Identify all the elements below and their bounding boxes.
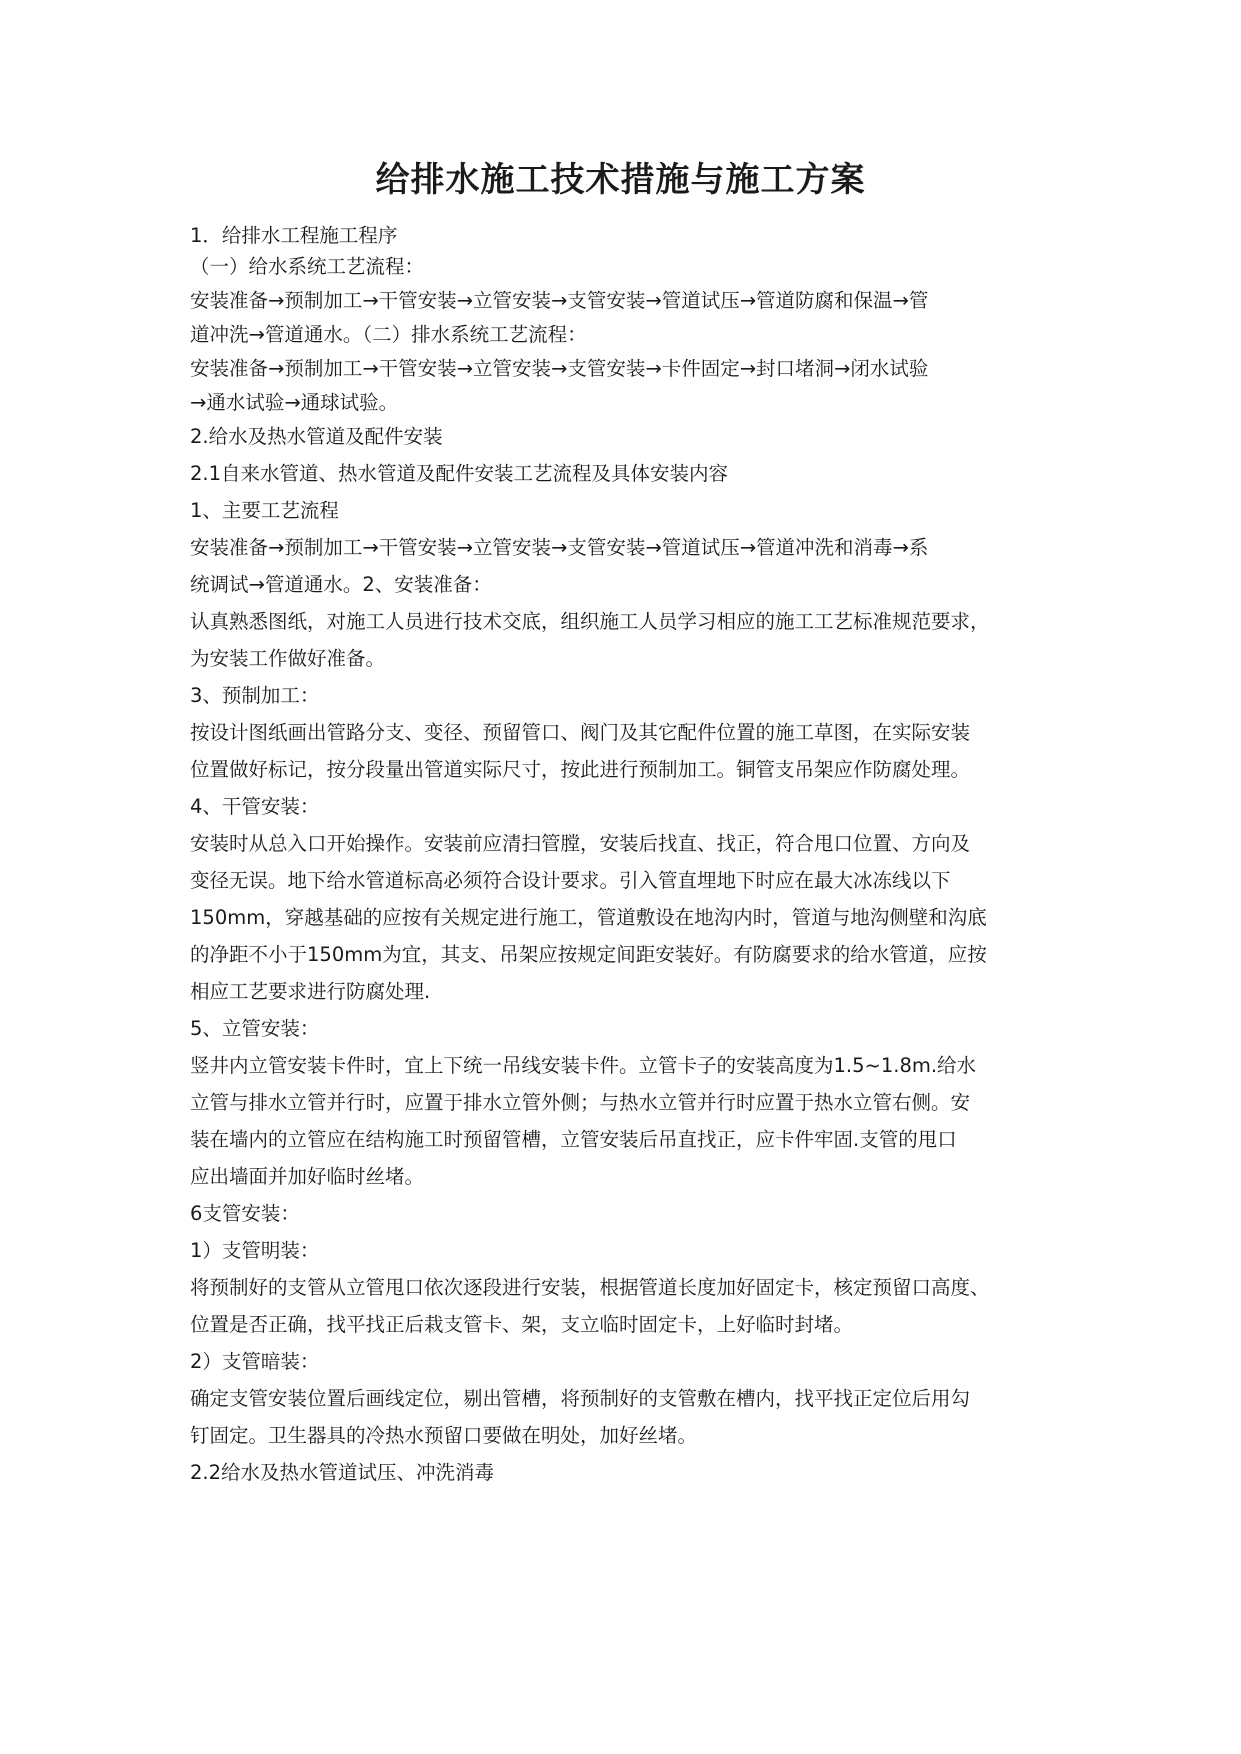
text-line: 道冲洗→管道通水。（二）排水系统工艺流程： bbox=[190, 323, 587, 346]
text-line: 确定支管安装位置后画线定位，剔出管槽，将预制好的支管敷在槽内，找平找正定位后用勾 bbox=[190, 1387, 971, 1410]
text-line: 150mm，穿越基础的应按有关规定进行施工，管道敷设在地沟内时，管道与地沟侧壁和沟底 bbox=[190, 906, 987, 929]
text-line: 5、立管安装： bbox=[190, 1017, 320, 1040]
text-line: 相应工艺要求进行防腐处理. bbox=[190, 980, 431, 1003]
text-line: 按设计图纸画出管路分支、变径、预留管口、阀门及其它配件位置的施工草图，在实际安装 bbox=[190, 721, 971, 744]
text-line: →通水试验→通球试验。 bbox=[190, 391, 399, 414]
text-line: 安装时从总入口开始操作。安装前应清扫管膛，安装后找直、找正，符合甩口位置、方向及 bbox=[190, 832, 971, 855]
document-body bbox=[190, 220, 1070, 1491]
text-line: 为安装工作做好准备。 bbox=[190, 647, 386, 670]
text-line: 钉固定。卫生器具的冷热水预留口要做在明处，加好丝堵。 bbox=[190, 1424, 698, 1447]
text-line: 6支管安装： bbox=[190, 1202, 300, 1225]
text-line: 2.给水及热水管道及配件安装 bbox=[190, 425, 443, 448]
text-line: 立管与排水立管并行时，应置于排水立管外侧；与热水立管并行时应置于热水立管右侧。安 bbox=[190, 1091, 971, 1114]
text-line: 1．给排水工程施工程序 bbox=[190, 224, 398, 247]
text-line: 变径无误。地下给水管道标高必须符合设计要求。引入管直埋地下时应在最大冰冻线以下 bbox=[190, 869, 951, 892]
text-line: 位置是否正确，找平找正后栽支管卡、架，支立临时固定卡，上好临时封堵。 bbox=[190, 1313, 854, 1336]
text-line: 认真熟悉图纸，对施工人员进行技术交底，组织施工人员学习相应的施工工艺标准规范要求， bbox=[190, 610, 990, 633]
text-line: 安装准备→预制加工→干管安装→立管安装→支管安装→卡件固定→封口堵洞→闭水试验 bbox=[190, 357, 929, 380]
text-line: 统调试→管道通水。2、安装准备： bbox=[190, 573, 492, 596]
document-title: 给排水施工技术措施与施工方案 bbox=[375, 160, 866, 200]
text-line: 3、预制加工： bbox=[190, 684, 320, 707]
text-line: 1）支管明装： bbox=[190, 1239, 320, 1262]
text-line: 的净距不小于150mm为宜，其支、吊架应按规定间距安装好。有防腐要求的给水管道，应按 bbox=[190, 943, 987, 966]
text-line: 安装准备→预制加工→干管安装→立管安装→支管安装→管道试压→管道冲洗和消毒→系 bbox=[190, 536, 929, 559]
text-line: 2）支管暗装： bbox=[190, 1350, 320, 1373]
text-line: 竖井内立管安装卡件时，宜上下统一吊线安装卡件。立管卡子的安装高度为1.5~1.8m.给水 bbox=[190, 1054, 977, 1077]
text-line: 1、主要工艺流程 bbox=[190, 499, 339, 522]
text-line: 2.2给水及热水管道试压、冲洗消毒 bbox=[190, 1461, 495, 1484]
text-line: 位置做好标记，按分段量出管道实际尺寸，按此进行预制加工。铜管支吊架应作防腐处理。 bbox=[190, 758, 971, 781]
text-line: 装在墙内的立管应在结构施工时预留管槽，立管安装后吊直找正，应卡件牢固.支管的甩口 bbox=[190, 1128, 957, 1151]
text-line: 4、干管安装： bbox=[190, 795, 320, 818]
text-line: 应出墙面并加好临时丝堵。 bbox=[190, 1165, 425, 1188]
text-line: 安装准备→预制加工→干管安装→立管安装→支管安装→管道试压→管道防腐和保温→管 bbox=[190, 289, 929, 312]
text-line: （一）给水系统工艺流程： bbox=[190, 255, 425, 278]
text-line: 2.1自来水管道、热水管道及配件安装工艺流程及具体安装内容 bbox=[190, 462, 729, 485]
text-line: 将预制好的支管从立管甩口依次逐段进行安装，根据管道长度加好固定卡，核定预留口高度、 bbox=[190, 1276, 990, 1299]
